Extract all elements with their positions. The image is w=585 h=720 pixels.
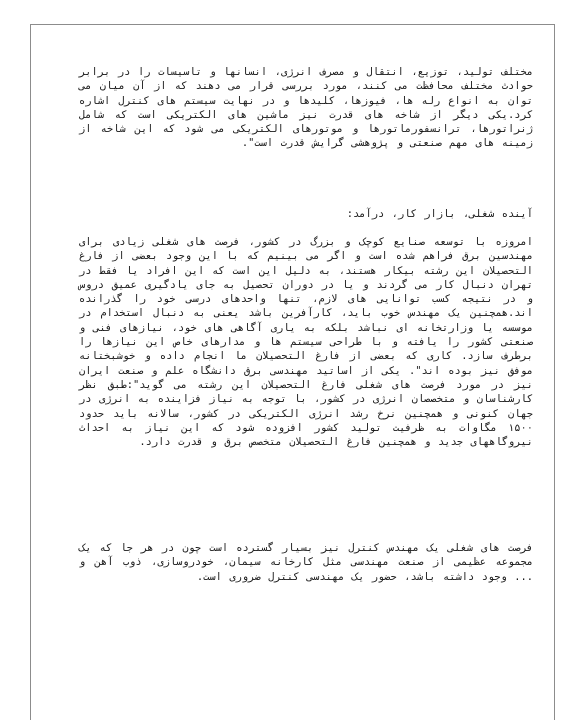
paragraph-job-market: امروزه با توسعه صنایع کوچک و بزرگ در کشور، فرصت های شغلی زیادی برای مهندسین برق فراهم شده است و اگر می بینیم که با این وجود بعضی از فارغ التحصیلان این رشته بیکار هستند، به دلیل این است که این افراد یا فقط در تهران دنبال کار می گردند و یا در دوران تحصیل به جای یادگیری عمیق دروس و در نتیجه کسب توانایی های لازم، تنها واحدهای درسی خود را گذرانده اند.همچنین یک مهندس خوب باید، کارآفرین باشد یعنی به دنبال استخدام در موسسه یا وزارتخانه ای نباشد بلکه به یاری آگاهی های خود، نیازهای فنی و صنعتی کشور را یافته و با طراحی سیستم ها و مدارهای خاص این نیازها را برطرف سازد. کاری که بعضی از فارغ التحصیلان ما انجام داده و خوشبختانه موفق نیز بوده اند". یکی از اساتید مهندسی برق دانشگاه علم و صنعت ایران نیز در مورد فرصت های شغلی فارغ التحصیلان این رشته می گوید":طبق نظر کارشناسان و متخصصان انرژی در کشور، با توجه به نیاز فزاینده به انرژی در جهان کنونی و همچنین نرخ رشد انرژی الکتریکی در کشور، سالانه باید حدود ۱۵۰۰ مگاوات به ظرفیت تولید کشور افزوده شود که این نیاز به احداث نیروگاههای جدید و همچنین فارغ التحصیلان متخصص برق و قدرت دارد. [79,236,533,449]
paragraph-control-engineer-opportunities: فرصت های شغلی یک مهندس کنترل نیز بسیار گسترده است چون در هر جا که یک مجموعه عظیمی از صنعت مهندسی مثل کارخانه سیمان، خودروسازی، ذوب آهن و ... وجود داشته باشد، حضور یک مهندسی کنترل ضروری است. [79,542,533,583]
section-heading-job-market: آینده شغلی، بازار کار، درآمد: [346,208,533,220]
paragraph-power-branches: مختلف تولید، توزیع، انتقال و مصرف انرژی، انسانها و تاسیسات را در برابر حوادث مختلف محافظت می کنند، مورد بررسی قرار می دهند که از آن میان می توان به انواع رله ها، فیوزها، کلیدها و در نهایت سیستم های کنترل اشاره کرد.یکی دیگر از شاخه های قدرت نیز ماشین های الکتریکی است که شامل ژنراتورها، ترانسفورماتورها و موتورهای الکتریکی می شود که این شاخه از زمینه های مهم صنعتی و پژوهشی گرایش قدرت است". [79,66,533,150]
document-page [30,24,555,720]
